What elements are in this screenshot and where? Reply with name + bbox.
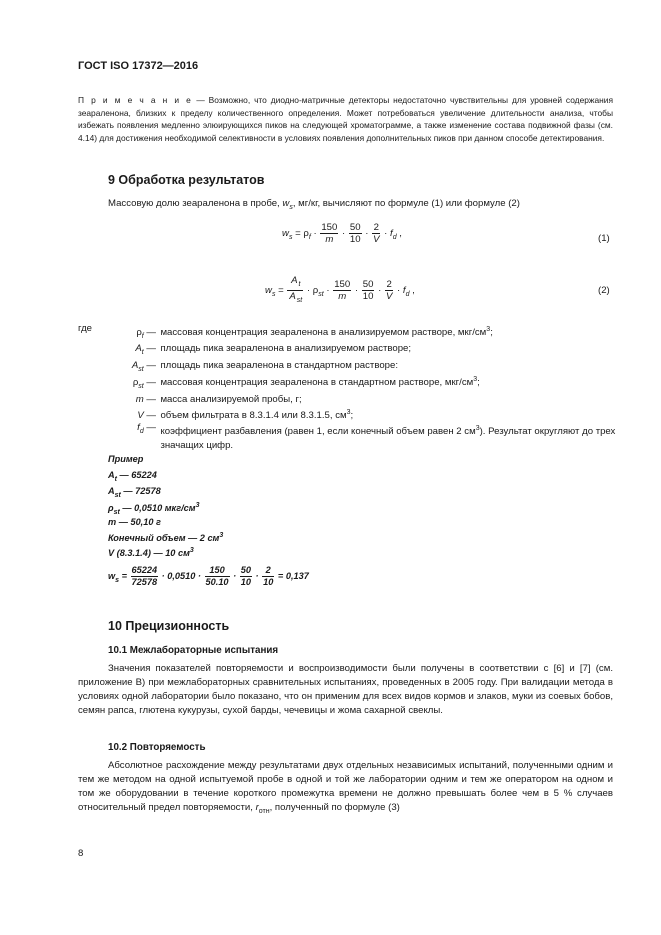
example-title: Пример — [108, 454, 144, 464]
section-10-1-text: Значения показателей повторяемости и воспроизводимости были получены в соответствии с [6] и [7] (см. приложение В) при межлабораторных сравнительных испытаниях, проведенных в 2005 году. При валидации метода в условиях одной лаборатории было показано, что он применим для всех видов кормов и злаков, муки из соевых бобов, семян рапса, глютена кукурузы, сухой барды, чечевицы и жома сахарной свеклы. — [78, 663, 613, 716]
def-m: m — масса анализируемой пробы, г; — [135, 394, 302, 405]
def-a-st: $A_{st}$ — площадь пика зеараленона в стандартном растворе: — [131, 360, 398, 373]
example-final-volume: Конечный объем — 2 $см^3$ — [108, 532, 224, 544]
example-v: V (8.3.1.4) — 10 $см^3$ — [108, 547, 194, 559]
document-header: ГОСТ ISO 17372—2016 — [78, 60, 199, 72]
note-text: — Возможно, что диодно-матричные детекторы недостаточно чувствительны для уровней содержания зеараленона, близких к пределу количественного определения. Может потребоваться увеличение длительности анализа, чтобы избежать появления медленно элюирующихся пиков на следующей хроматограмме, а также изменение состава подвижной фазы (см. 4.14) для достижения необходимой селективности в условиях появления дополнительных пиков при данном способе детектирования. — [78, 95, 613, 143]
def-a-t: $A_t$ — площадь пика зеараленона в анализируемом растворе; — [135, 343, 412, 356]
section-10-1-title: 10.1 Межлабораторные испытания — [108, 645, 279, 656]
formula-2: $w_s$ = $\frac{A_t}{A_{st}}$ · $\rho_{st}$ · $\frac{150}{m}$ · $\frac{50}{10}$ · $\frac{2}{V}$ · $f_d$ , — [265, 275, 415, 304]
example-ast: $A_{st}$ — 72578 — [108, 486, 161, 499]
section-10-title: 10 Прецизионность — [108, 619, 230, 633]
example-calculation: $w_s$ = $\frac{65224}{72578}$ · 0,0510 · $\frac{150}{50.10}$ · $\frac{50}{10}$ · $\frac{2}{10}$ = 0,137 — [108, 565, 309, 587]
example-m: m — 50,10 г — [108, 517, 161, 527]
where-label: где — [78, 323, 93, 334]
note-paragraph — [78, 94, 613, 144]
formula-2-number: (2) — [598, 285, 610, 296]
def-rho-f: $\rho_f$ — массовая концентрация зеараленона в анализируемом растворе, мкг/$см^3$; — [136, 325, 493, 340]
def-rho-st: $\rho_{st}$ — массовая концентрация зеараленона в стандартном растворе, мкг/$см^3$; — [132, 375, 480, 390]
example-at: $A_t$ — 65224 — [108, 470, 157, 483]
note-label: П р и м е ч а н и е — [78, 95, 193, 105]
section-9-title: 9 Обработка результатов — [108, 173, 265, 187]
section-10-2-title: 10.2 Повторяемость — [108, 742, 206, 753]
section-9-intro: Массовую долю зеараленона в пробе, $w_s$, мг/кг, вычисляют по формуле (1) или формуле (2) — [108, 198, 520, 211]
def-fd: $f_d$ — коэффициент разбавления (равен 1, если конечный объем равен 2 $см^3$). Результат округляют до трех значащих цифр. — [137, 422, 616, 452]
formula-1-number: (1) — [598, 233, 610, 244]
section-10-2-text: Абсолютное расхождение между результатами двух отдельных независимых испытаний, полученными одним и тем же методом на одной испытуемой пробе в одной и той же лаборатории одним и тем же оператором на одном и том же оборудовании в течение короткого промежутка времени не должно превышать более чем в 5 % случаев относительный предел повторяемости, $r_{отн}$, полученный по формуле (3) — [78, 760, 613, 815]
def-v: V — объем фильтрата в 8.3.1.4 или 8.3.1.5, $см^3$; — [137, 408, 354, 421]
formula-1: $w_s = \rho_f$ · $\frac{150}{m}$ · $\frac{50}{10}$ · $\frac{2}{V}$ · $f_d$ , — [282, 222, 402, 245]
page-number: 8 — [78, 848, 84, 859]
example-rho: $\rho_{st}$ — 0,0510 мкг/$см^3$ — [108, 502, 200, 516]
